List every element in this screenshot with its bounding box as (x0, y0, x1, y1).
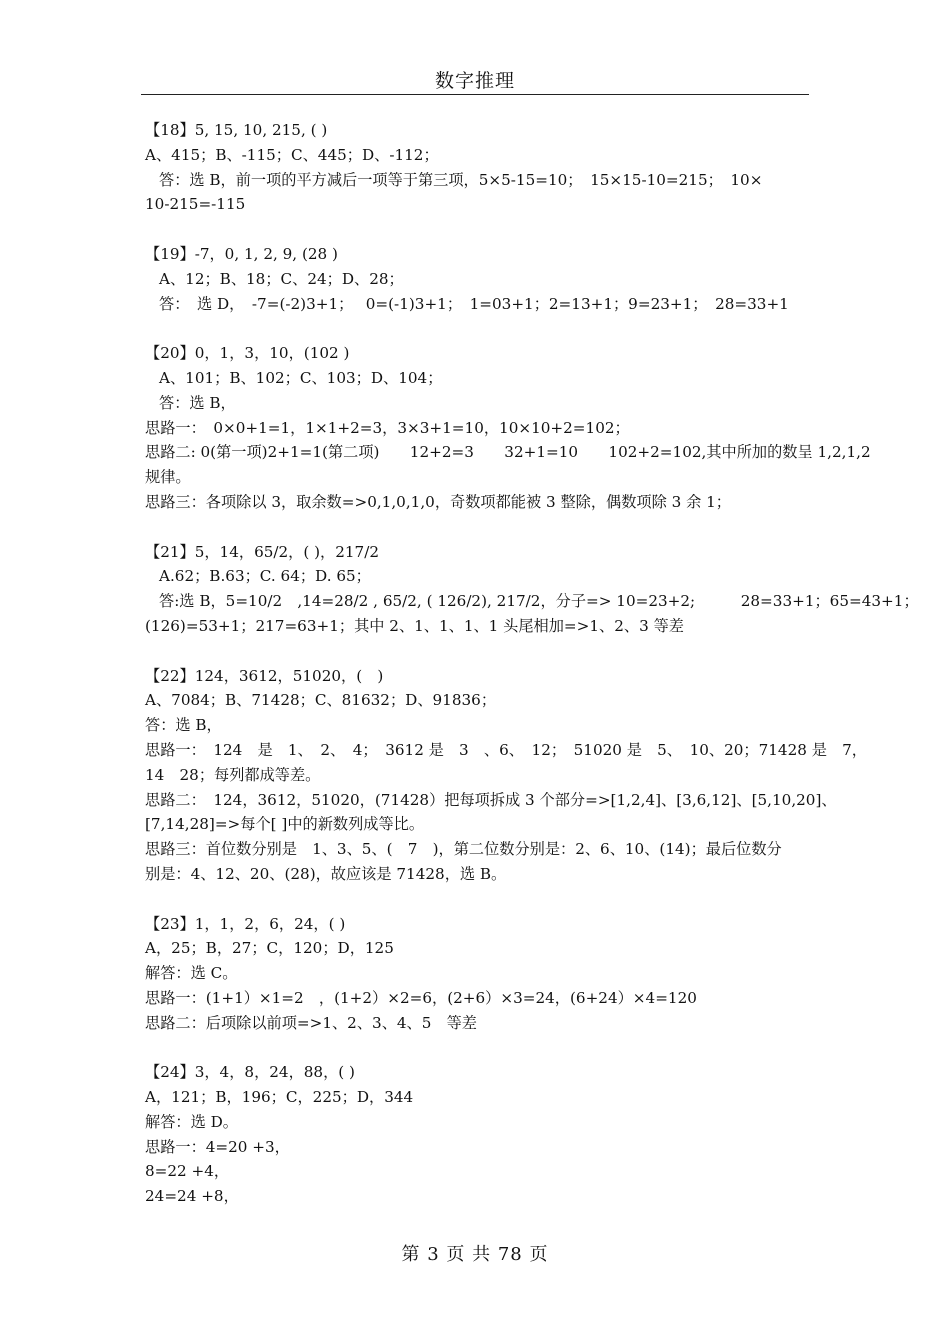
q22-title: 【22】124，3612，51020，( ) (145, 666, 384, 685)
q20-idea3: 思路三：各项除以 3，取余数=>0,1,0,1,0，奇数项都能被 3 整除，偶数项除 3 余 1； (145, 492, 731, 511)
q24-idea1-line1: 思路一：4=20 +3， (145, 1137, 290, 1156)
spacer (145, 887, 809, 912)
q23-idea1: 思路一：(1+1）×1=2 ，(1+2）×2=6，(2+6）×3=24，(6+24）×4=120 (145, 988, 697, 1007)
q22-idea1-line1: 思路一： 124 是 1、 2、 4； 3612 是 3 、6、 12； 51020 是 5、 10、20；71428 是 7， (145, 740, 867, 759)
q20-idea2-line1: 思路二: 0(第一项)2+1=1(第二项) 12+2=3 32+1=10 102+2=102,其中所加的数呈 1,2,1,2 (145, 443, 871, 462)
q23-idea2: 思路二：后项除以前项=>1、2、3、4、5 等差 (145, 1013, 477, 1032)
q21-title: 【21】5，14，65/2，( )，217/2 (145, 542, 379, 561)
q22-idea3-line1: 思路三：首位数分别是 1、3、5、( 7 )，第二位数分别是：2、6、10、(14)；最后位数分 (145, 840, 782, 859)
q19-title: 【19】-7，0, 1, 2, 9, (28 ) (145, 244, 338, 263)
page-footer: 第 3 页 共 78 页 (401, 1244, 549, 1265)
q21-answer-line2: (126)=53+1；217=63+1；其中 2、1、1、1、1 头尾相加=>1、2、3 等差 (145, 616, 684, 635)
q23-title: 【23】1，1，2，6，24，( ) (145, 914, 346, 933)
q21-answer-line1: 答:选 B，5=10/2 ,14=28/2 , 65/2, ( 126/2), 217/2，分子=> 10=23+2; 28=33+1；65=43+1； (159, 592, 919, 611)
q20-idea2-line2: 规律。 (145, 468, 191, 487)
q23-options: A，25；B，27；C，120；D，125 (145, 939, 394, 958)
q22-idea2-line2: [7,14,28]=>每个[ ]中的新数列成等比。 (145, 815, 425, 834)
document-body (145, 118, 919, 1209)
q18-answer-line1: 答：选 B，前一项的平方减后一项等于第三项，5×5-15=10； 15×15-10=215； 10× (159, 170, 763, 189)
spacer (145, 217, 809, 242)
q24-answer: 解答：选 D。 (145, 1112, 238, 1131)
q24-title: 【24】3，4，8，24，88，( ) (145, 1063, 355, 1082)
spacer (145, 639, 809, 664)
q24-idea1-line3: 24=24 +8， (145, 1187, 239, 1206)
q21-options: A.62；B.63；C. 64；D. 65； (159, 567, 371, 586)
q24-options: A，121；B，196；C，225；D，344 (145, 1088, 414, 1107)
q20-idea1: 思路一： 0×0+1=1，1×1+2=3，3×3+1=10，10×10+2=102； (145, 418, 630, 437)
q19-options: A、12；B、18；C、24；D、28； (159, 269, 404, 288)
q22-idea1-line2: 14 28；每列都成等差。 (145, 765, 321, 784)
q22-idea3-line2: 别是：4、12、20、(28)，故应该是 71428，选 B。 (145, 864, 507, 883)
q22-options: A、7084；B、71428；C、81632；D、91836； (145, 691, 497, 710)
q20-title: 【20】0，1，3，10，(102 ) (145, 344, 350, 363)
q18-answer-line2: 10-215=-115 (145, 195, 246, 214)
spacer (145, 1035, 809, 1060)
q24-idea1-line2: 8=22 +4， (145, 1162, 230, 1181)
q23-answer: 解答：选 C。 (145, 964, 238, 983)
q20-answer: 答：选 B， (159, 393, 236, 412)
header-divider (141, 94, 809, 95)
spacer (145, 515, 809, 540)
q18-title: 【18】5, 15, 10, 215, ( ) (145, 121, 328, 139)
page-header-title: 数字推理 (434, 70, 515, 92)
q20-options: A、101；B、102；C、103；D、104； (159, 368, 443, 387)
q22-answer: 答：选 B， (145, 716, 222, 735)
q22-idea2-line1: 思路二： 124，3612，51020，(71428）把每项拆成 3 个部分=>[1,2,4]、[3,6,12]、[5,10,20]、 (145, 790, 837, 809)
q18-options: A、415；B、-115；C、445；D、-112； (145, 145, 439, 164)
spacer (145, 316, 809, 341)
q19-answer: 答： 选 D， -7=(-2)3+1； 0=(-1)3+1； 1=03+1；2=13+1；9=23+1； 28=33+1 (159, 294, 789, 313)
